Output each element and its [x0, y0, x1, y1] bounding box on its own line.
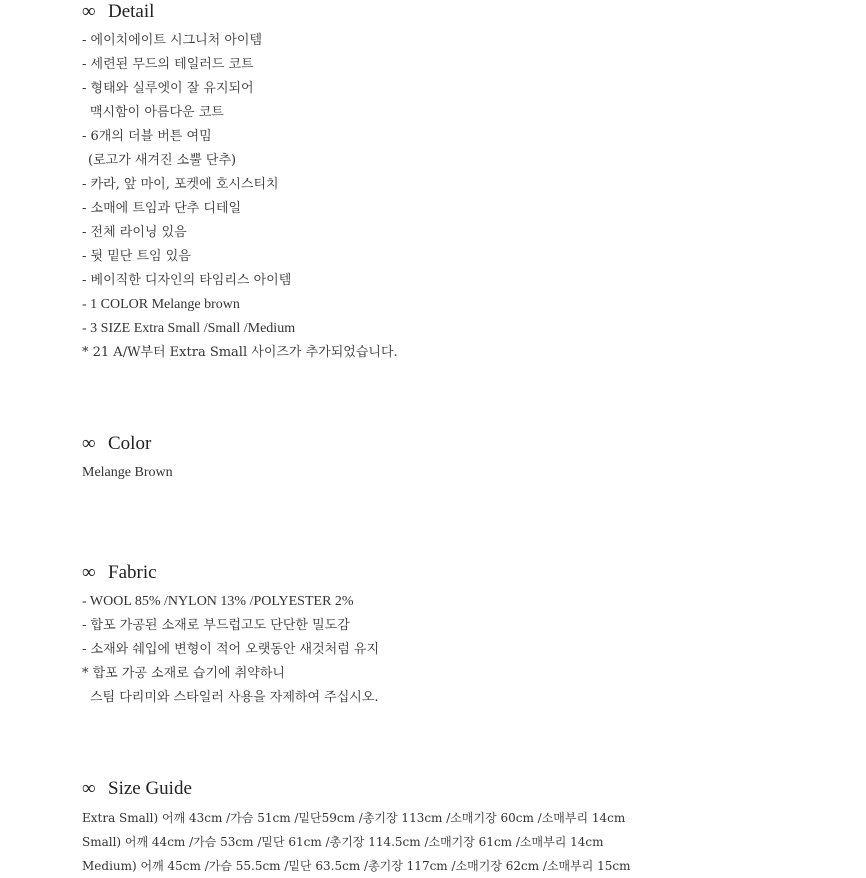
- detail-line: (로고가 새겨진 소뿔 단추): [88, 153, 237, 168]
- size-guide-section: [82, 777, 842, 878]
- size-guide-title: Size Guide: [108, 778, 192, 799]
- detail-line: - 에이치에이트 시그니처 아이템: [82, 33, 263, 48]
- detail-line: - 형태와 실루엣이 잘 유지되어: [82, 81, 254, 96]
- fabric-line: - 소재와 쉐입에 변형이 적어 오랫동안 새것처럼 유지: [82, 642, 380, 657]
- fabric-line: - 합포 가공된 소재로 부드럽고도 단단한 밀도감: [82, 618, 350, 633]
- detail-line: - 뒷 밑단 트임 있음: [82, 249, 191, 264]
- detail-line: - 베이직한 디자인의 타임리스 아이템: [82, 273, 292, 288]
- size-row: Extra Small) 어깨 43cm /가슴 51cm /밑단59cm /총기장 113cm /소매기장 60cm /소매부리 14cm: [82, 811, 626, 825]
- infinity-icon: ∞: [82, 778, 96, 799]
- size-guide-heading: [82, 777, 842, 801]
- detail-line: - 세련된 무드의 테일러드 코트: [82, 57, 254, 72]
- detail-heading: [82, 0, 842, 24]
- fabric-section: [82, 561, 842, 710]
- color-title: Color: [108, 433, 152, 454]
- detail-section: [82, 0, 842, 365]
- detail-title: Detail: [108, 1, 155, 22]
- detail-line: - 전체 라이닝 있음: [82, 225, 187, 240]
- infinity-icon: ∞: [82, 433, 96, 454]
- infinity-icon: ∞: [82, 1, 96, 22]
- detail-line: 맥시함이 아름다운 코트: [90, 105, 224, 120]
- fabric-title: Fabric: [108, 562, 157, 583]
- size-row: Small) 어깨 44cm /가슴 53cm /밑단 61cm /총기장 114.5cm /소매기장 61cm /소매부리 14cm: [82, 835, 604, 849]
- detail-line: - 카라, 앞 마이, 포켓에 호시스티치: [82, 177, 279, 192]
- detail-line: * 21 A/W부터 Extra Small 사이즈가 추가되었습니다.: [82, 345, 398, 360]
- color-section: [82, 432, 842, 485]
- detail-line: - 1 COLOR Melange brown: [82, 297, 240, 312]
- detail-line: - 소매에 트임과 단추 디테일: [82, 201, 242, 216]
- detail-line: - 6개의 더블 버튼 여밈: [82, 129, 212, 144]
- fabric-line: - WOOL 85% /NYLON 13% /POLYESTER 2%: [82, 594, 354, 609]
- size-row: Medium) 어깨 45cm /가슴 55.5cm /밑단 63.5cm /총기장 117cm /소매기장 62cm /소매부리 15cm: [82, 859, 631, 873]
- fabric-line: * 합포 가공 소재로 습기에 취약하니: [82, 666, 285, 681]
- detail-line: - 3 SIZE Extra Small /Small /Medium: [82, 321, 296, 336]
- infinity-icon: ∞: [82, 562, 96, 583]
- color-heading: [82, 432, 842, 456]
- fabric-line: 스팀 다리미와 스타일러 사용을 자제하여 주십시오.: [90, 690, 379, 705]
- color-value: Melange Brown: [82, 465, 173, 480]
- fabric-heading: [82, 561, 842, 585]
